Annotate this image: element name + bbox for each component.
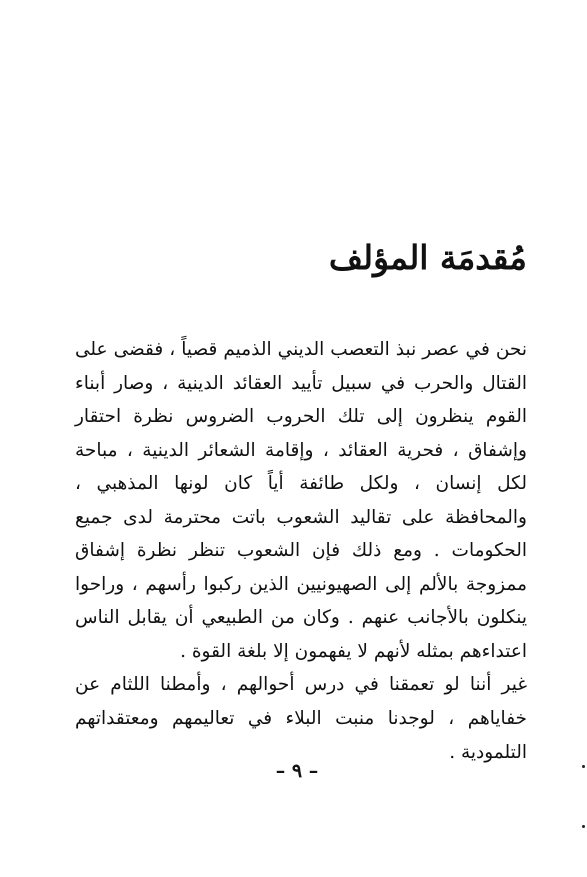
paragraph-1: نحن في عصر نبذ التعصب الديني الذميم قصياً ، فقضى على القتال والحرب في سبيل تأييد العقائد الدينية ، وصار أبناء القوم ينظرون إلى تلك الحروب الضروس نظرة احتقار وإشفاق ، فحرية العقائد ، وإقامة الشعائر الدينية ، مباحة لكل إنسان ، ولكل طائفة أياً كان لونها المذهبي ، والمحافظة على تقاليد الشعوب باتت محترمة لدى جميع الحكومات . ومع ذلك فإن الشعوب تنظر نظرة إشفاق ممزوجة بالألم إلى الصهيونيين الذين ركبوا رأسهم ، وراحوا ينكلون بالأجانب عنهم . وكان من الطبيعي أن يقابل الناس اعتداءهم بمثله لأنهم لا يفهمون إلا بلغة القوة . [75, 339, 527, 662]
scan-edge-mark [582, 765, 585, 768]
paragraph-2: غير أننا لو تعمقنا في درس أحوالهم ، وأمطنا اللثام عن خفاياهم ، لوجدنا منبت البلاء في تعاليمهم ومعتقداتهم التلمودية . [75, 674, 527, 763]
scan-edge-mark [582, 825, 585, 828]
chapter-title: مُقدمَة المؤلف [328, 238, 527, 277]
page-number: – ٩ – [275, 760, 319, 782]
